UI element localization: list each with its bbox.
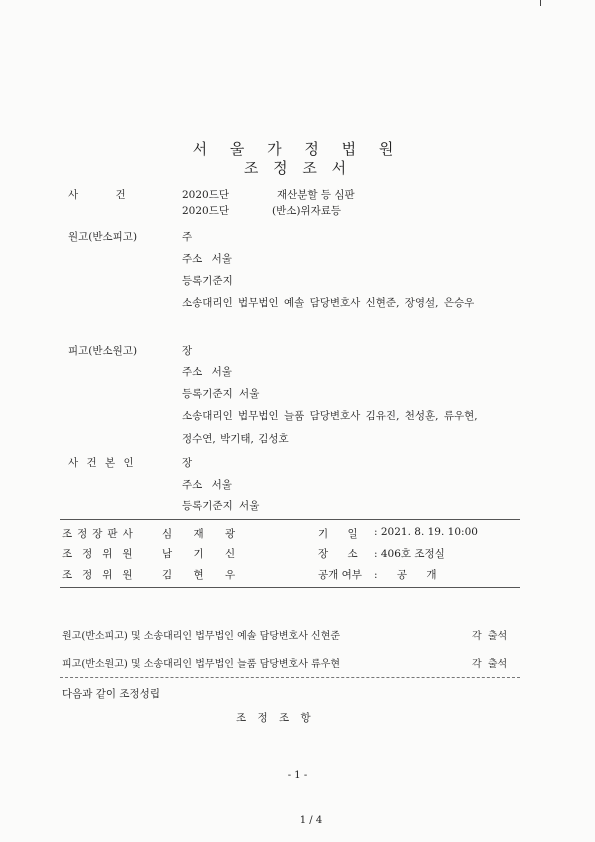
attendance-status: 각 출석 [472, 659, 508, 670]
document-title: 조 정 조 서 [243, 159, 352, 177]
hearing-date-label: 기 일 [318, 528, 358, 540]
settlement-result: 다음과 같이 조정성립 [62, 688, 160, 700]
official-role: 조정위원 [62, 548, 143, 560]
public-value: : 공 개 [374, 569, 437, 581]
page-number: - 1 - [287, 770, 308, 781]
hearing-date-value: : 2021. 8. 19. 10:00 [374, 526, 478, 538]
attendance-line: 피고(반소원고) 및 소송대리인 법무법인 늘품 담당변호사 류우현 [62, 659, 341, 670]
divider [60, 587, 520, 588]
case-number: 2020드단 [182, 189, 230, 201]
official-role: 조정장판사 [62, 528, 138, 540]
plaintiff-address: 주소 서울 [182, 253, 232, 265]
official-role: 조정위원 [62, 569, 143, 581]
defendant-address: 주소 서울 [182, 366, 232, 378]
principal-address: 주소 서울 [182, 479, 232, 491]
location-label: 장 소 [318, 548, 358, 560]
case-number: 2020드단 [182, 205, 230, 217]
principal-label: 사 건 본 인 [68, 457, 134, 469]
defendant-registry: 등록기준지 서울 [182, 388, 260, 400]
official-name: 남 기 신 [162, 548, 236, 560]
divider [60, 519, 520, 520]
public-label: 공개 여부 [318, 569, 362, 581]
dashed-divider [60, 677, 520, 678]
plaintiff-label: 원고(반소피고) [68, 231, 138, 243]
official-name: 김 현 우 [162, 569, 236, 581]
attendance-line: 원고(반소피고) 및 소송대리인 법무법인 예솔 담당변호사 신현준 [62, 631, 341, 642]
scan-mark [540, 0, 541, 6]
plaintiff-counsel: 소송대리인 법무법인 예솔 담당변호사 신현준, 장영설, 은승우 [182, 297, 475, 309]
defendant-name: 장 [182, 345, 193, 357]
location-value: : 406호 조정실 [374, 548, 445, 560]
plaintiff-registry: 등록기준지 [182, 275, 233, 287]
defendant-label: 피고(반소원고) [68, 345, 138, 357]
case-name: 재산분할 등 심판 [277, 189, 355, 201]
court-name: 서 울 가 정 법 원 [192, 140, 403, 158]
principal-name: 장 [182, 457, 193, 469]
section-title: 조 정 조 항 [236, 712, 315, 724]
defendant-counsel: 소송대리인 법무법인 늘품 담당변호사 김유진, 천성훈, 류우현, [182, 410, 478, 422]
attendance-status: 각 출석 [472, 631, 508, 642]
official-name: 심 재 광 [162, 528, 236, 540]
plaintiff-name: 주 [182, 231, 193, 243]
case-label: 사 건 [68, 189, 126, 201]
principal-registry: 등록기준지 서울 [182, 500, 260, 512]
defendant-counsel-cont: 정수연, 박기태, 김성호 [182, 433, 289, 445]
page-count: 1 / 4 [299, 815, 323, 826]
case-name: (반소)위자료등 [272, 205, 342, 217]
